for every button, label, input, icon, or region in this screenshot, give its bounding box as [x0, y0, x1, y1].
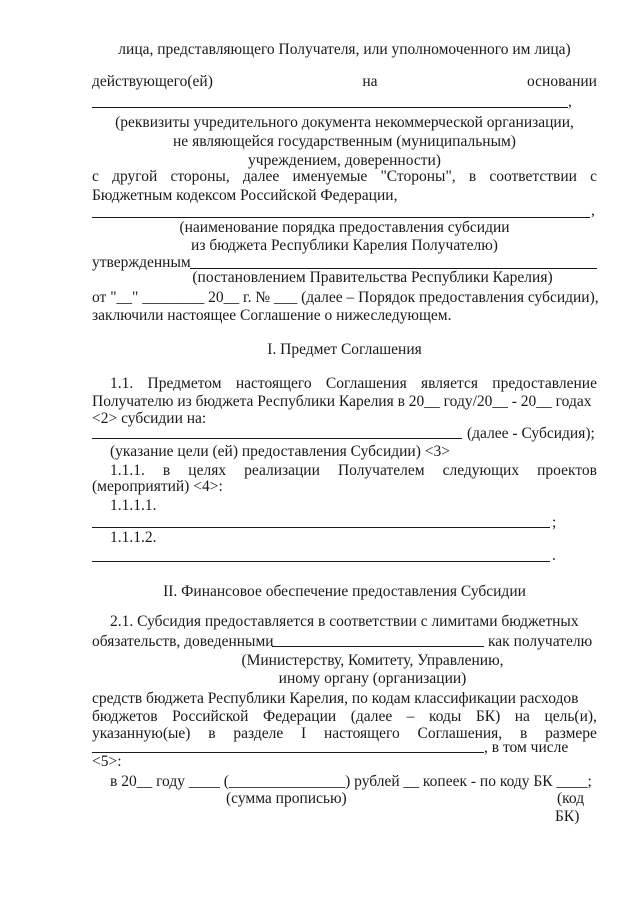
text-line-budget-code: Бюджетным кодексом Российской Федерации, — [92, 187, 398, 204]
caption-procedure-name: (наименование порядка предоставления субсидии — [179, 219, 510, 236]
blank-line-authority[interactable] — [272, 646, 484, 647]
word: является — [421, 375, 478, 392]
text-line-year-amount: в 20__ году ____ (_______________) рублей __ копеек - по коду БК ____; — [110, 773, 592, 790]
word: 1.1.1. — [110, 462, 145, 479]
word: предоставление — [492, 375, 597, 392]
word: в — [519, 725, 528, 742]
word: соответствии — [489, 168, 577, 185]
text-approved: утвержденным — [92, 254, 191, 271]
text-line-budget-funds: средств бюджета Республики Карелия, по кодам классификации расходов — [92, 690, 579, 707]
word: 1.1. — [110, 375, 134, 392]
caption-code: (код — [557, 790, 585, 807]
word: разделе — [233, 725, 284, 742]
caption-from-budget: из бюджета Республики Карелия Получателю) — [191, 237, 498, 254]
word: далее — [242, 168, 280, 185]
caption-other-body: иному органу (организации) — [278, 670, 467, 687]
text-including: , в том числе — [484, 739, 569, 756]
caption-institution-proxy: учреждением, доверенности) — [248, 152, 441, 169]
text-line-date-number: от "__" ________ 20__ г. № ___ (далее – Порядок предоставления субсидии), — [92, 289, 599, 306]
item-number-1-1-1-1: 1.1.1.1. — [110, 497, 157, 514]
text-line-recipient-years: Получателю из бюджета Республики Карелия в 20__ году/20__ - 20__ годах — [92, 393, 592, 410]
word: настоящего — [323, 725, 400, 742]
word: Соглашения, — [417, 725, 503, 742]
word: указанную(ые) — [92, 725, 191, 742]
word: в — [468, 168, 477, 185]
word: Российской — [172, 708, 249, 725]
word: Предметом — [147, 375, 222, 392]
blank-line-item-1-1-1-2[interactable] — [92, 561, 550, 562]
caption-subsidy-purpose: (указание цели (ей) предоставления Субсидии) <3> — [110, 443, 450, 460]
word: Получателем — [337, 462, 425, 479]
word: целях — [188, 462, 227, 479]
text-line-commitments: обязательств, доведенными — [92, 633, 274, 650]
punct-semicolon: ; — [552, 514, 557, 531]
word: на — [514, 708, 530, 725]
word: "Стороны", — [380, 168, 456, 185]
word: в — [208, 725, 216, 742]
word: в — [162, 462, 171, 479]
word: Федерации — [262, 708, 337, 725]
word: бюджетов — [92, 708, 158, 725]
word: реализации — [244, 462, 320, 479]
blank-line-subsidy-purpose[interactable] — [92, 438, 462, 439]
word: размере — [545, 725, 597, 742]
caption-government-decree: (постановлением Правительства Республики Карелия) — [192, 269, 553, 286]
word: настоящего — [235, 375, 312, 392]
word: именуемые — [292, 168, 368, 185]
text-line-representative: лица, представляющего Получателя, или уполномоченного им лица) — [118, 41, 571, 58]
word: стороны, — [170, 168, 230, 185]
footnote-ref-5: <5>: — [92, 753, 122, 770]
caption-ministry: (Министерству, Комитету, Управлению, — [241, 652, 504, 669]
text-line-acting — [92, 72, 597, 92]
text-line-2-1: 2.1. Субсидия предоставляется в соответствии с лимитами бюджетных — [110, 613, 579, 630]
word: проектов — [537, 462, 597, 479]
caption-charter-details: (реквизиты учредительного документа некоммерческой организации, — [115, 114, 574, 131]
word: Соглашения — [325, 375, 407, 392]
word: коды — [429, 708, 462, 725]
word: – — [406, 708, 415, 725]
punct-comma: , — [568, 93, 572, 110]
text-hereinafter-subsidy: (далее - Субсидия); — [467, 425, 595, 442]
section-heading-subject: I. Предмет Соглашения — [267, 341, 422, 358]
word: с — [92, 168, 99, 185]
text-line-concluded: заключили настоящее Соглашение о нижеследующем. — [92, 307, 452, 324]
word: (далее — [350, 708, 393, 725]
word: БК) — [475, 708, 501, 725]
text-line-subsidy-for: <2> субсидии на: — [92, 410, 207, 427]
word: с — [590, 168, 597, 185]
word: следующих — [442, 462, 520, 479]
blank-line-basis-document[interactable] — [92, 107, 568, 108]
text-line-other-party — [92, 167, 597, 187]
word: I — [301, 725, 307, 742]
word: другой — [112, 168, 158, 185]
section-heading-financing: II. Финансовое обеспечение предоставления Субсидии — [163, 583, 526, 600]
word-acting: действующего(ей) — [92, 73, 213, 90]
word-basis: основании — [527, 73, 597, 90]
text-line-subject — [110, 374, 597, 394]
word-on: на — [362, 73, 378, 90]
word: цель(и), — [544, 708, 597, 725]
caption-non-state: не являющейся государственным (муниципальным) — [173, 133, 516, 150]
caption-bk: БК) — [555, 808, 580, 825]
caption-amount-in-words: (сумма прописью) — [226, 790, 347, 807]
text-as-recipient: как получателю — [488, 633, 593, 650]
punct-period: . — [552, 547, 556, 564]
punct-comma: , — [591, 202, 595, 219]
item-number-1-1-1-2: 1.1.1.2. — [110, 529, 157, 546]
text-line-activities: (мероприятий) <4>: — [92, 478, 223, 495]
